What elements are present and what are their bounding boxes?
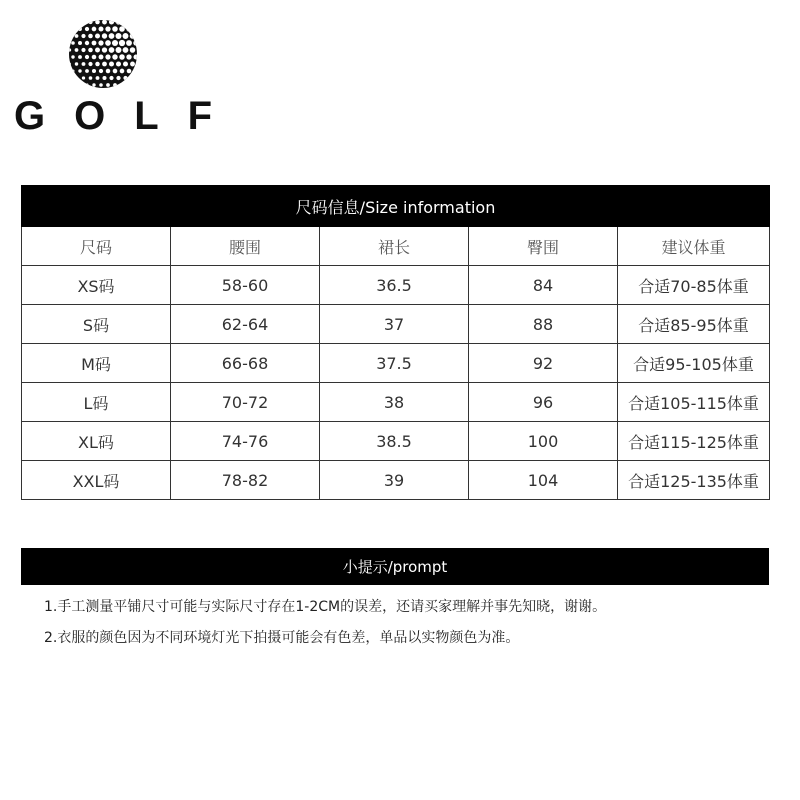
cell-size: S码	[22, 305, 171, 344]
tips-title: 小提示/prompt	[342, 558, 448, 576]
table-row	[22, 461, 770, 500]
cell-recommended-weight: 合适105-115体重	[618, 383, 770, 422]
golf-ball-icon	[58, 18, 148, 90]
cell-hip: 100	[469, 422, 618, 461]
cell-waist: 58-60	[171, 266, 320, 305]
table-row	[22, 383, 770, 422]
cell-hip: 84	[469, 266, 618, 305]
header-skirt-length: 裙长	[320, 227, 469, 266]
cell-skirt-length: 39	[320, 461, 469, 500]
cell-recommended-weight: 合适125-135体重	[618, 461, 770, 500]
cell-waist: 70-72	[171, 383, 320, 422]
cell-hip: 96	[469, 383, 618, 422]
header-hip: 臀围	[469, 227, 618, 266]
cell-hip: 88	[469, 305, 618, 344]
size-table-header-row	[22, 227, 770, 266]
cell-size: M码	[22, 344, 171, 383]
cell-skirt-length: 38	[320, 383, 469, 422]
cell-recommended-weight: 合适115-125体重	[618, 422, 770, 461]
table-row	[22, 422, 770, 461]
cell-size: XS码	[22, 266, 171, 305]
tips-title-bar	[21, 548, 769, 585]
cell-waist: 74-76	[171, 422, 320, 461]
logo-text: GOLF	[14, 94, 242, 138]
cell-skirt-length: 36.5	[320, 266, 469, 305]
cell-recommended-weight: 合适85-95体重	[618, 305, 770, 344]
table-row	[22, 266, 770, 305]
golf-logo	[14, 18, 242, 138]
tip-item: 1.手工测量平铺尺寸可能与实际尺寸存在1-2CM的误差，还请买家理解并事先知晓，谢谢。	[44, 599, 607, 615]
cell-waist: 78-82	[171, 461, 320, 500]
cell-size: L码	[22, 383, 171, 422]
cell-hip: 92	[469, 344, 618, 383]
table-row	[22, 344, 770, 383]
size-table-title: 尺码信息/Size information	[22, 186, 770, 227]
cell-recommended-weight: 合适95-105体重	[618, 344, 770, 383]
cell-size: XXL码	[22, 461, 171, 500]
cell-skirt-length: 37.5	[320, 344, 469, 383]
tip-item: 2.衣服的颜色因为不同环境灯光下拍摄可能会有色差，单品以实物颜色为准。	[44, 630, 520, 646]
size-table-title-row	[22, 186, 770, 227]
header-waist: 腰围	[171, 227, 320, 266]
table-row	[22, 305, 770, 344]
cell-skirt-length: 37	[320, 305, 469, 344]
size-table	[21, 185, 770, 500]
cell-waist: 62-64	[171, 305, 320, 344]
cell-skirt-length: 38.5	[320, 422, 469, 461]
header-recommended-weight: 建议体重	[618, 227, 770, 266]
cell-recommended-weight: 合适70-85体重	[618, 266, 770, 305]
cell-waist: 66-68	[171, 344, 320, 383]
cell-hip: 104	[469, 461, 618, 500]
cell-size: XL码	[22, 422, 171, 461]
header-size: 尺码	[22, 227, 171, 266]
